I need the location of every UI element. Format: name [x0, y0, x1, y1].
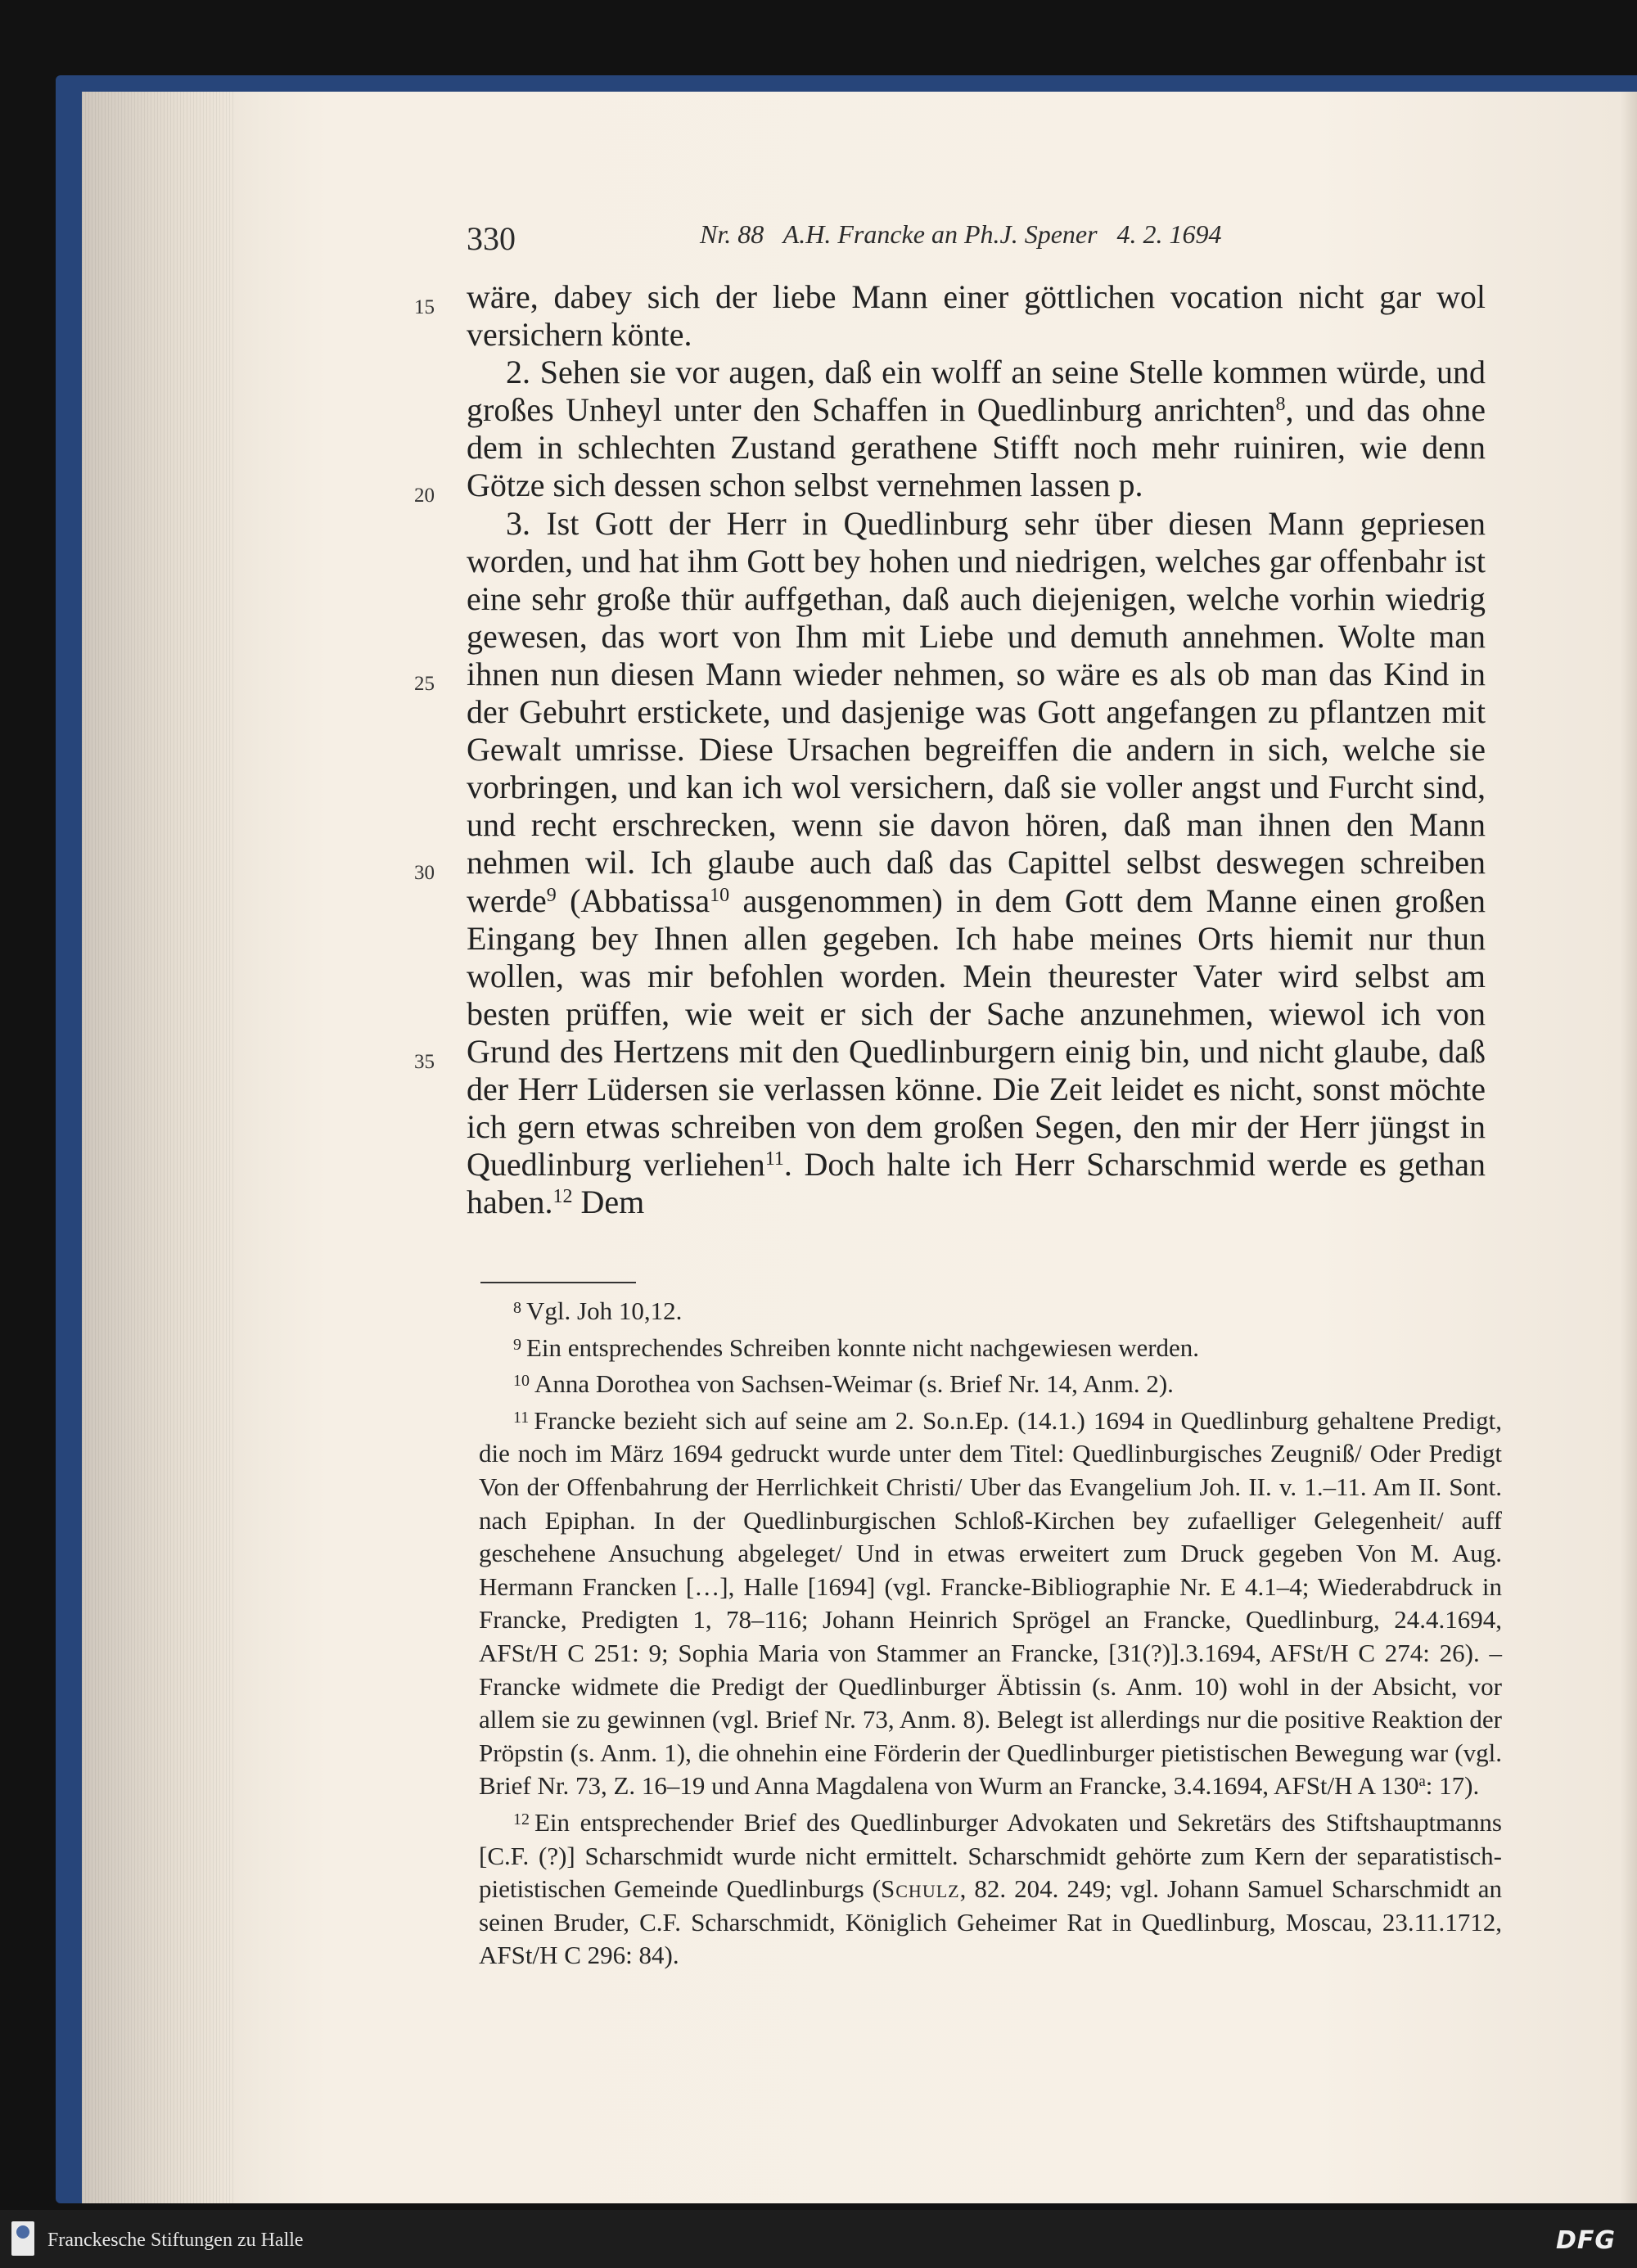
page-edges	[82, 92, 233, 2203]
footnote-text: Ein entsprechendes Schreiben konnte nicht nachgewiesen werden.	[526, 1332, 1200, 1362]
text-run: wäre, dabey sich der liebe Mann einer göttlichen vocation nicht gar wol versichern könte.	[467, 278, 1486, 354]
footnote-text: Anna Dorothea von Sachsen-Weimar (s. Brief Nr. 14, Anm. 2).	[534, 1369, 1174, 1399]
line-number: 30	[414, 862, 435, 884]
paragraph	[467, 278, 1486, 354]
line-number: 20	[414, 485, 435, 507]
footer-institution: Franckesche Stiftungen zu Halle	[47, 2230, 304, 2251]
footnote	[479, 1401, 1502, 1803]
line-number: 15	[414, 296, 435, 318]
footnote-text: , 82. 204. 249; vgl. Johann Samuel Scharschmidt an seinen Bruder, C.F. Scharschmidt, Königlich Geheimer Rat in Quedlinburg, Moscau, 23.11.1712, AFSt/H C 296: 84).	[479, 1874, 1502, 1970]
text-run: ausgenommen) in dem Gott dem Manne einen großen Eingang bey Ihnen allen gegeben. Ich habe meines Orts hiemit nur thun wollen, was mir befohlen worden. Mein theurester Vater wird selbst am besten prüffen, wie weit er sich der Sache anzunehmen, wiewol ich von Grund des Hertzens mit den Quedlinburgern einig bin, und nicht glaube, daß der Herr Lüdersen sie verlassen könne. Die Zeit leidet es nicht, sonst möchte ich gern etwas schreiben von dem großen Segen, den mir der Herr jüngst in Quedlinburg verliehen	[467, 881, 1486, 1184]
footnote	[479, 1328, 1502, 1365]
text-run: 3. Ist Gott der Herr in Quedlinburg sehr über diesen Mann gepriesen worden, und hat ihm Gott bey hohen und niedrigen, welches gar offenbahr ist eine sehr große thür auffgethan, daß auch diejenigen, welche vorhin wiedrig gewesen, das wort von Ihm mit Liebe und demuth annehmen. Wolte man ihnen nun diesen Mann wieder nehmen, so wäre es als ob man das Kind in der Gebuhrt erstickete, und dasjenige was Gott angefangen zu pflantzen mit Gewalt umrisse. Diese Ursachen begreiffen die andern in sich, welche sie vorbringen, und kan ich wol versichern, daß sie voller angst und Furcht sind, und recht erschrecken, wenn sie davon hören, daß man ihnen den Mann nehmen wil. Ich glaube auch daß das Capittel selbst deswegen schreiben werde	[467, 504, 1486, 919]
footnotes	[479, 1292, 1502, 1973]
footnote	[479, 1292, 1502, 1328]
footnote-ref: 9	[546, 884, 557, 906]
footnote-number: 8	[513, 1299, 521, 1317]
footnote-ref: 11	[764, 1148, 784, 1170]
author-small-caps: Schulz	[881, 1874, 960, 1904]
footnote-ref: 8	[1275, 394, 1286, 416]
footnote	[479, 1803, 1502, 1973]
footnote-ref: 12	[552, 1186, 573, 1208]
text-run: Dem	[572, 1184, 645, 1221]
footer-bar	[0, 2210, 1637, 2268]
line-number: 25	[414, 673, 435, 695]
footnote-number: 10	[513, 1372, 530, 1391]
line-number: 35	[414, 1051, 435, 1073]
running-head: Nr. 88 A.H. Francke an Ph.J. Spener 4. 2. 1694	[700, 219, 1222, 249]
paragraph	[467, 505, 1486, 1222]
footnote-number: 9	[513, 1335, 521, 1354]
page-header	[467, 219, 1580, 260]
footnote-text: Ein entsprechender Brief des Quedlinburger Advokaten und Sekretärs des Stiftshauptmanns [C.F. (?)] Scharschmidt wurde nicht ermittelt. Scharschmidt gehörte zum Kern der separatistisch-pietistischen Gemeinde Quedlinburgs (	[479, 1807, 1502, 1904]
superscript: a	[1418, 1773, 1426, 1791]
footnote-rule	[480, 1282, 636, 1283]
dfg-logo: DFG	[1555, 2226, 1616, 2255]
institution-logo-icon	[11, 2221, 34, 2256]
paragraph	[467, 354, 1486, 504]
text-run: , und das ohne dem in schlechten Zustand gerathene Stifft noch mehr ruiniren, wie denn Götze sich dessen schon selbst vernehmen lassen p.	[467, 391, 1486, 504]
text-run: 2. Sehen sie vor augen, daß ein wolff an seine Stelle kommen würde, und großes Unheyl unter den Schaffen in Quedlinburg anrichten	[467, 354, 1486, 429]
footnote-ref: 10	[710, 884, 730, 906]
footnote-text: : 17).	[1425, 1771, 1480, 1801]
text-run: (Abbatissa	[556, 881, 710, 919]
footnote-text: Vgl. Joh 10,12.	[526, 1296, 683, 1325]
text-run: . Doch halte ich Herr Scharschmid werde es gethan haben.	[467, 1146, 1486, 1221]
main-text	[467, 278, 1486, 1221]
footnote-number: 11	[513, 1408, 530, 1427]
page-number: 330	[467, 220, 516, 257]
footnote	[479, 1364, 1502, 1401]
footnote-text: Francke bezieht sich auf seine am 2. So.n.Ep. (14.1.) 1694 in Quedlinburg gehaltene Predigt, die noch im März 1694 gedruckt wurde unter dem Titel: Quedlinburgisches Zeugniß/ Oder Predigt Von der Offenbahrung der Herrlichkeit Christi/ Uber das Evangelium Joh. II. v. 1.–11. Am II. Sont. nach Epiphan. In der Quedlinburgischen Schloß-Kirchen bey zufaelliger Gelegenheit/ auff geschehene Ansuchung abgeleget/ Und in etwas erweitert zum Druck gegeben Von M. Aug. Hermann Francken […], Halle [1694] (vgl. Francke-Bibliographie Nr. E 4.1–4; Wiederabdruck in Francke, Predigten 1, 78–116; Johann Heinrich Sprögel an Francke, Quedlinburg, 24.4.1694, AFSt/H C 251: 9; Sophia Maria von Stammer an Francke, [31(?)].3.1694, AFSt/H C 274: 26). – Francke widmete die Predigt der Quedlinburger Äbtissin (s. Anm. 10) wohl in der Absicht, vor allem sie zu gewinnen (vgl. Brief Nr. 73, Anm. 8). Belegt ist allerdings nur die positive Reaktion der Pröpstin (s. Anm. 1), die ohnehin eine Förderin der Quedlinburger pietistischen Bewegung war (vgl. Brief Nr. 73, Z. 16–19 und Anna Magdalena von Wurm an Francke, 3.4.1694, AFSt/H A 130	[479, 1405, 1502, 1801]
footnote-number: 12	[513, 1810, 530, 1828]
